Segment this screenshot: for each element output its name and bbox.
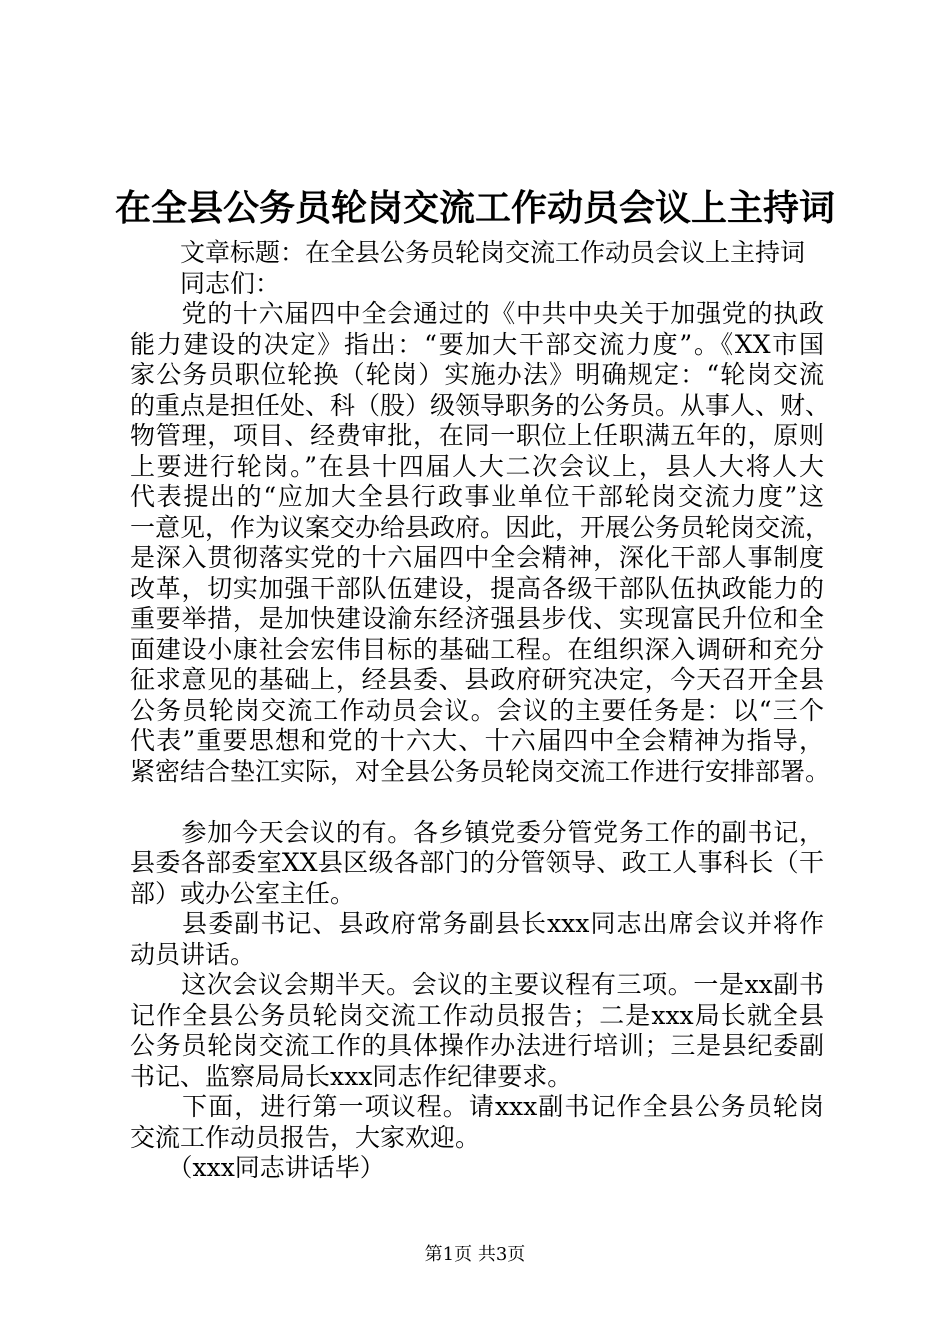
text-line: 物管理，项目、经费审批，在同一职位上任职满五年的，原则 — [130, 421, 824, 450]
paragraph-gap — [130, 787, 824, 818]
text-line: 公务员轮岗交流工作的具体操作办法进行培训；三是县纪委副 — [130, 1031, 824, 1060]
text-line: 书记、监察局局长xxx同志作纪律要求。 — [130, 1061, 573, 1091]
text-line: 这次会议会期半天。会议的主要议程有三项。一是xx副书 — [130, 970, 824, 999]
text-line: 改革，切实加强干部队伍建设，提高各级干部队伍执政能力的 — [130, 573, 824, 603]
document-body — [130, 238, 831, 1184]
text-line: 面建设小康社会宏伟目标的基础工程。在组织深入调研和充分 — [130, 634, 824, 664]
text-line: 公务员轮岗交流工作动员会议。会议的主要任务是：以“三个 — [130, 695, 824, 725]
text-line: 交流工作动员报告，大家欢迎。 — [130, 1122, 481, 1152]
text-line: 党的十六届四中全会通过的《中共中央关于加强党的执政 — [130, 299, 824, 328]
text-line: 的重点是担任处、科（股）级领导职务的公务员。从事人、财、 — [130, 390, 831, 420]
text-line: 部）或办公室主任。 — [130, 878, 356, 908]
text-line: 记作全县公务员轮岗交流工作动员报告；二是xxx局长就全县 — [130, 1000, 824, 1030]
text-line: 同志们： — [130, 268, 281, 298]
text-line: 能力建设的决定》指出：“要加大干部交流力度”。《XX市国 — [130, 329, 824, 359]
text-line: 一意见，作为议案交办给县政府。因此，开展公务员轮岗交流， — [130, 512, 831, 542]
document-title: 在全县公务员轮岗交流工作动员会议上主持词 — [114, 187, 835, 229]
page-number: 第1页 共3页 — [424, 1244, 526, 1265]
text-line: 代表提出的“应加大全县行政事业单位干部轮岗交流力度”这 — [130, 482, 824, 511]
text-line: 动员讲话。 — [130, 939, 256, 969]
text-line: 县委副书记、县政府常务副县长xxx同志出席会议并将作 — [130, 909, 824, 938]
text-line: 文章标题：在全县公务员轮岗交流工作动员会议上主持词 — [130, 238, 806, 267]
text-line: 下面，进行第一项议程。请xxx副书记作全县公务员轮岗 — [130, 1092, 824, 1121]
text-line: 紧密结合垫江实际，对全县公务员轮岗交流工作进行安排部署。 — [130, 756, 831, 786]
text-line: （xxx同志讲话毕） — [130, 1153, 385, 1182]
text-line: 重要举措，是加快建设渝东经济强县步伐、实现富民升位和全 — [130, 604, 824, 633]
text-line: 家公务员职位轮换（轮岗）实施办法》明确规定：“轮岗交流 — [130, 360, 824, 389]
text-line: 征求意见的基础上，经县委、县政府研究决定，今天召开全县 — [130, 665, 824, 694]
text-line: 参加今天会议的有。各乡镇党委分管党务工作的副书记， — [130, 817, 824, 847]
text-line: 是深入贯彻落实党的十六届四中全会精神，深化干部人事制度 — [130, 543, 824, 572]
text-line: 县委各部委室XX县区级各部门的分管领导、政工人事科长（干 — [130, 848, 824, 877]
text-line: 上要进行轮岗。”在县十四届人大二次会议上，县人大将人大 — [130, 451, 824, 481]
text-line: 代表”重要思想和党的十六大、十六届四中全会精神为指导， — [130, 726, 824, 755]
